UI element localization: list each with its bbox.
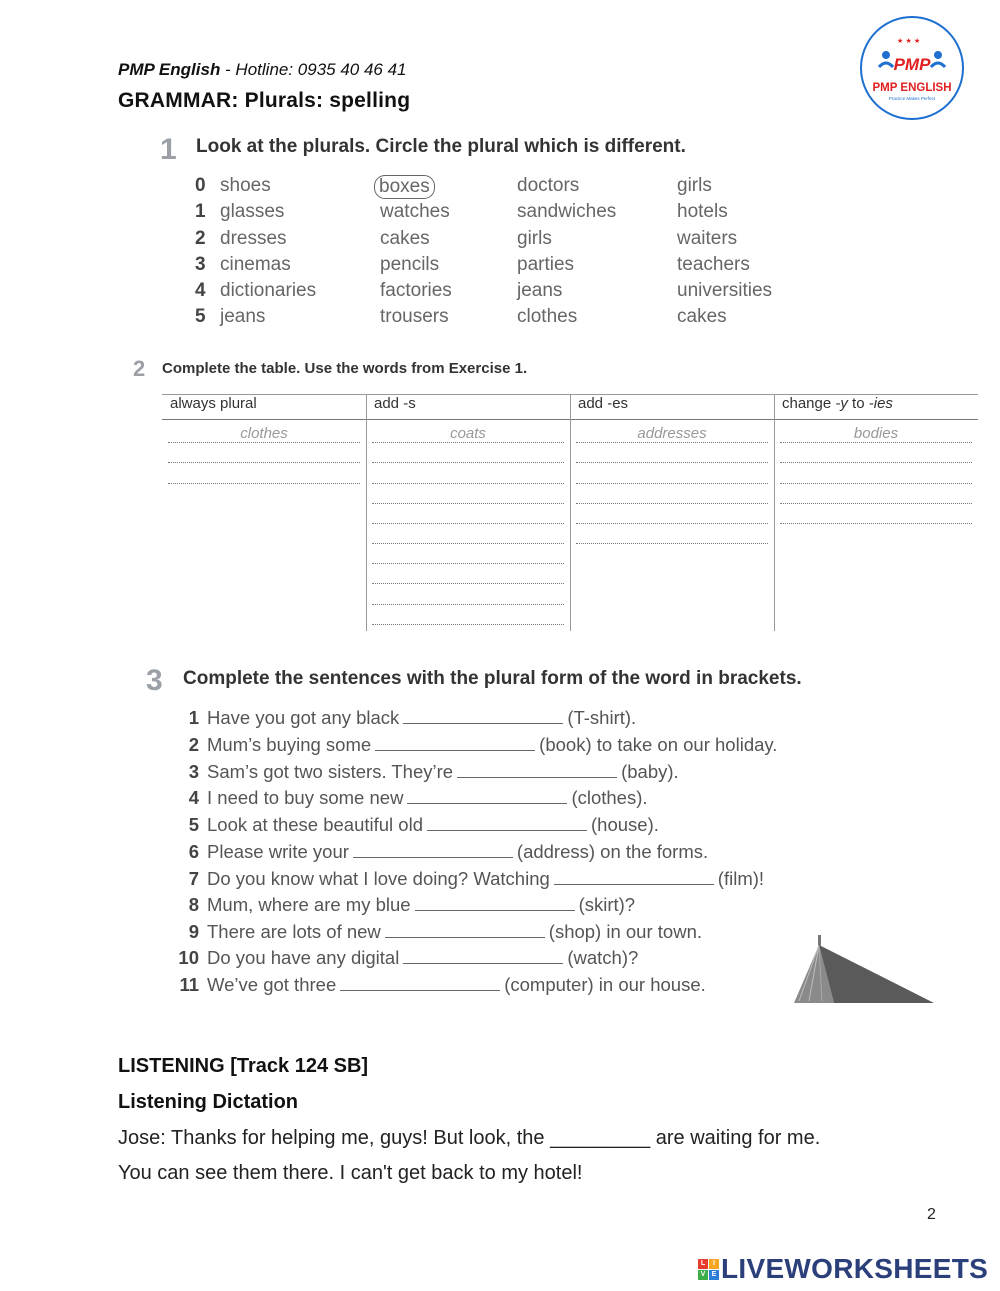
example-add-s: coats [450, 425, 486, 442]
svg-text:★ ★ ★: ★ ★ ★ [897, 37, 921, 45]
column-header-always-plural: always plural [170, 395, 257, 412]
logo-tagline: Practice Makes Perfect [888, 96, 936, 101]
page-title: GRAMMAR: Plurals: spelling [118, 89, 411, 112]
liveworksheets-logo[interactable] [698, 1253, 988, 1285]
answer-line[interactable] [780, 503, 972, 504]
sentence-row: 3 Sam’s got two sisters. They’re (baby). [188, 761, 679, 782]
exercise-3-instruction: Complete the sentences with the plural form of the word in brackets. [183, 668, 802, 689]
logo-text: PMP ENGLISH [872, 82, 952, 94]
answer-blank[interactable] [403, 948, 563, 964]
answer-blank[interactable] [375, 735, 535, 751]
listening-subtitle: Listening Dictation [118, 1091, 298, 1113]
answer-line[interactable] [372, 483, 564, 484]
brand-name: PMP English [118, 60, 221, 79]
column-header-add-es: add -es [578, 395, 629, 412]
exercise-2-number: 2 [133, 356, 146, 381]
column-header-change-y-to-ies: change -y to -ies [782, 395, 893, 412]
column-header-add-s: add -s [374, 395, 416, 412]
answer-line[interactable] [576, 543, 768, 544]
liveworksheets-blocks-icon: L I V E [698, 1259, 719, 1280]
answer-blank[interactable] [554, 869, 714, 885]
sentence-row: 5 Look at these beautiful old (house). [188, 814, 659, 835]
page-number: 2 [927, 1206, 936, 1223]
answer-line[interactable] [780, 462, 972, 463]
answer-blank[interactable] [407, 788, 567, 804]
exercise-3-number: 3 [146, 664, 163, 697]
sentence-row: 8 Mum, where are my blue (skirt)? [188, 894, 636, 915]
sentence-row: 7 Do you know what I love doing? Watching (film)! [188, 868, 765, 889]
example-always-plural: clothes [240, 425, 288, 442]
answer-blank[interactable] [415, 895, 575, 911]
dictation-line-2: You can see them there. I can't get back to my hotel! [118, 1162, 583, 1184]
circled-answer: boxes [374, 175, 435, 199]
answer-blank[interactable] [340, 975, 500, 991]
exercise-2-instruction: Complete the table. Use the words from Exercise 1. [162, 360, 528, 377]
header-hotline-line [118, 60, 407, 80]
answer-line[interactable] [372, 563, 564, 564]
sentence-row: 1 Have you got any black (T-shirt). [188, 707, 637, 728]
answer-line[interactable] [372, 583, 564, 584]
sentence-row: 2 Mum’s buying some (book) to take on our holiday. [188, 734, 778, 755]
answer-line[interactable] [780, 523, 972, 524]
answer-line[interactable] [372, 604, 564, 605]
answer-line[interactable] [372, 503, 564, 504]
sentence-row: 10 Do you have any digital (watch)? [178, 947, 639, 968]
sentence-row: 4 I need to buy some new (clothes). [188, 787, 648, 808]
dictation-line-1[interactable]: Jose: Thanks for helping me, guys! But look, the _________ are waiting for me. [118, 1127, 821, 1149]
answer-blank[interactable] [403, 708, 563, 724]
answer-line[interactable] [372, 543, 564, 544]
exercise-1-number: 1 [160, 133, 177, 166]
answer-blank[interactable] [385, 922, 545, 938]
answer-line[interactable] [576, 503, 768, 504]
sentence-row: 6 Please write your (address) on the forms. [188, 841, 709, 862]
answer-line[interactable] [372, 462, 564, 463]
logo-mark: PMP [893, 55, 931, 74]
answer-line[interactable] [576, 462, 768, 463]
exercise-1-instruction: Look at the plurals. Circle the plural which is different. [196, 136, 686, 157]
example-change-y-to-ies: bodies [853, 425, 899, 442]
sentence-row: 9 There are lots of new (shop) in our town. [188, 921, 702, 942]
answer-line[interactable] [780, 483, 972, 484]
example-add-es: addresses [637, 425, 707, 442]
answer-line[interactable] [576, 483, 768, 484]
liveworksheets-text: LIVEWORKSHEETS [721, 1253, 989, 1284]
sentence-row: 11 We’ve got three (computer) in our house. [179, 974, 706, 995]
answer-blank[interactable] [353, 842, 513, 858]
house-roof-illustration [794, 933, 934, 1008]
pmp-english-logo [859, 15, 965, 121]
answer-line[interactable] [372, 523, 564, 524]
listening-title: LISTENING [Track 124 SB] [118, 1055, 369, 1077]
plurals-table [162, 395, 978, 635]
answer-blank[interactable] [457, 762, 617, 778]
answer-line[interactable] [168, 462, 360, 463]
answer-line[interactable] [576, 523, 768, 524]
answer-line[interactable] [168, 483, 360, 484]
hotline-text: - Hotline: 0935 40 46 41 [220, 60, 407, 79]
answer-blank[interactable] [427, 815, 587, 831]
answer-line[interactable] [372, 624, 564, 625]
